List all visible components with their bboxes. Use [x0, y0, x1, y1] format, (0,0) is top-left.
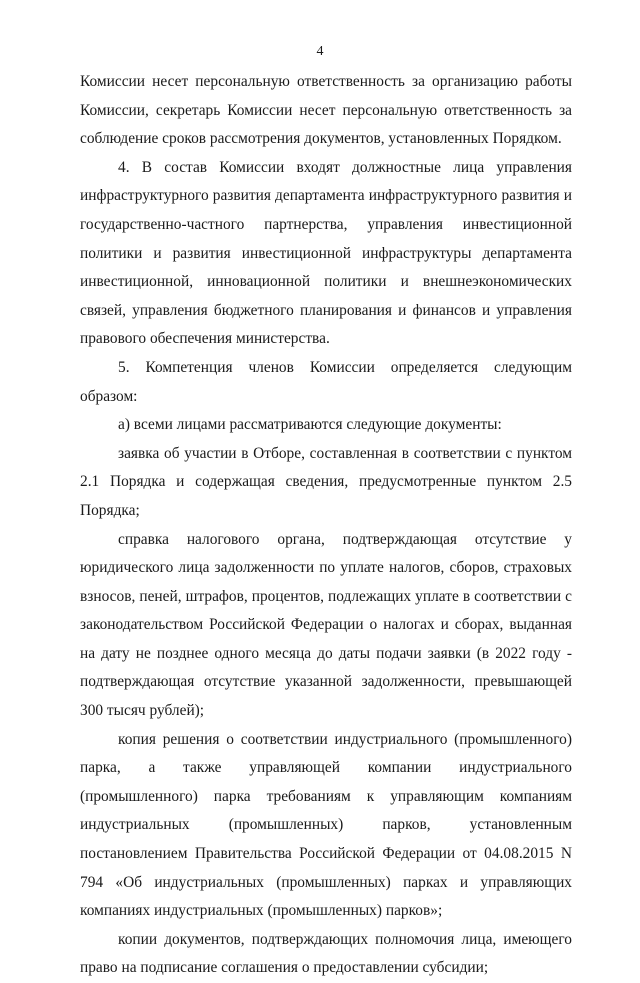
paragraph-authority-documents: копии документов, подтверждающих полномочия лица, имеющего право на подписание соглашения о предоставлении субсидии;: [80, 930, 572, 977]
paragraph-commission-responsibility: Комиссии несет персональную ответственность за организацию работы Комиссии, секретарь Комиссии несет персональную ответственность за соблюдение сроков рассмотрения документов, установленных Порядком.: [80, 73, 572, 148]
paragraph-subitem-a: а) всеми лицами рассматриваются следующие документы:: [118, 416, 502, 434]
paragraph-application: заявка об участии в Отборе, составленная в соответствии с пунктом 2.1 Порядка и содержащая сведения, предусмотренные пунктом 2.5 Порядка;: [80, 444, 572, 519]
page-number: 4: [316, 44, 324, 59]
paragraph-park-decision-copy: копия решения о соответствии индустриального (промышленного) парка, а также управляющей компании индустриального (промышленного) парка требованиям к управляющим компаниям индустриальных (промышленных) парков, установленным постановлением Правительства Российской Федерации от 04.08.2015 N 794 «Об индустриальных (промышленных) парках и управляющих компаниях индустриальных (промышленных) парков»;: [80, 730, 572, 920]
paragraph-item-4-composition: 4. В состав Комиссии входят должностные лица управления инфраструктурного развития департамента инфраструктурного развития и государственно-частного партнерства, управления инвестиционной политики и развития инвестиционной инфраструктуры департамента инвестиционной, инновационной политики и внешнеэкономических связей, управления бюджетного планирования и финансов и управления правового обеспечения министерства.: [80, 158, 572, 348]
paragraph-item-5-competence: 5. Компетенция членов Комиссии определяется следующим образом:: [80, 358, 572, 405]
paragraph-tax-certificate: справка налогового органа, подтверждающая отсутствие у юридического лица задолженности по уплате налогов, сборов, страховых взносов, пеней, штрафов, процентов, подлежащих уплате в соответствии с законодательством Российской Федерации о налогах и сборах, выданная на дату не позднее одного месяца до даты подачи заявки (в 2022 году - подтверждающая отсутствие указанной задолженности, превышающей 300 тысяч рублей);: [80, 530, 572, 720]
document-body: [80, 68, 572, 983]
